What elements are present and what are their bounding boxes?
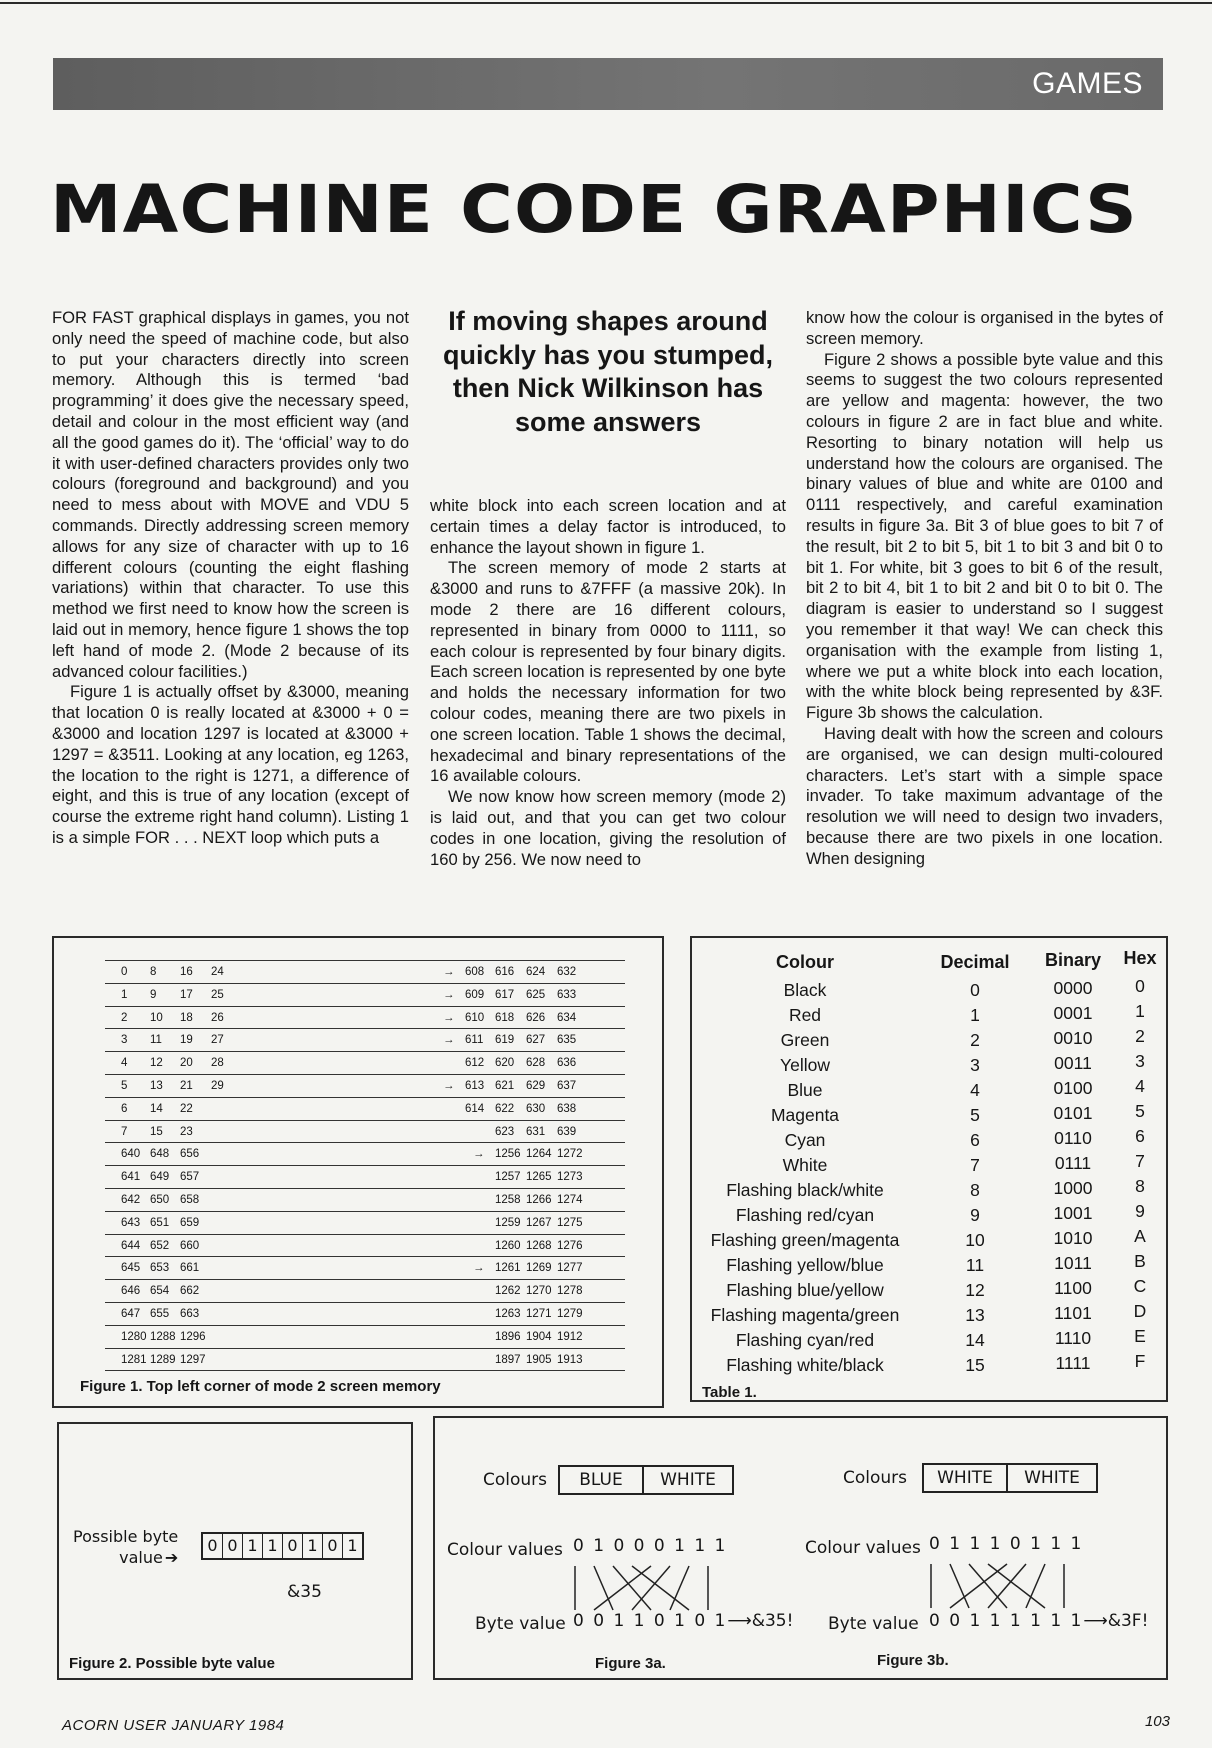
memory-cell: 29 [211,1079,224,1092]
figure-3a-caption: Figure 3a. [595,1655,666,1672]
decimal-value: 15 [965,1355,985,1375]
memory-cell: 653 [150,1262,170,1275]
table-row [692,1051,1170,1080]
hex-value: B [1134,1251,1146,1271]
memory-cell: 652 [150,1239,170,1252]
memory-cell: 654 [150,1285,170,1298]
memory-cell: 1261 [495,1262,521,1275]
hex-value: 4 [1135,1076,1145,1096]
colour-name: Magenta [770,1105,840,1125]
colours-box-3b [922,1463,1098,1493]
table-row [692,1001,1170,1030]
colour-cell: WHITE [924,1465,1008,1491]
decimal-value: 11 [965,1255,985,1275]
paragraph: Having dealt with how the screen and colours are organised, we can design multi-coloured characters. Let’s start with a simple space invader. To take maximum advantage of the resolution we will need to design two invaders, because there are two pixels in one location. When designing [806,723,1163,868]
colour-values-label: Colour values [447,1540,563,1560]
arrow-icon: → [443,1034,455,1047]
colours-box-3a [558,1465,734,1495]
memory-cell: 4 [121,1057,128,1070]
decimal-value: 12 [965,1280,985,1300]
memory-cell: 18 [180,1011,193,1024]
table-row [692,1201,1170,1230]
memory-cell: 1913 [557,1353,583,1366]
arrow-icon: ➔ [164,1548,179,1567]
table-row [692,1326,1170,1355]
memory-cell: 1904 [526,1330,552,1343]
memory-cell: 1273 [557,1171,583,1184]
memory-cell: 1278 [557,1285,583,1298]
memory-cell: 657 [180,1171,200,1184]
bit-cell: 1 [347,1536,358,1555]
byte-value-label: Byte value [828,1614,919,1634]
binary-value: 0001 [1053,1003,1093,1023]
memory-cell: 27 [211,1034,224,1047]
colour-name: Blue [787,1080,823,1100]
byte-bits: 0 0 1 1 0 1 0 1 [573,1611,728,1631]
memory-cell: 1279 [557,1307,583,1320]
hex-value: 5 [1135,1101,1145,1121]
memory-cell: 1259 [495,1216,521,1229]
memory-row [105,1007,625,1030]
memory-cell: 645 [121,1262,141,1275]
colour-name: Flashing white/black [726,1355,884,1375]
colours-label: Colours [843,1468,908,1488]
colour-name: Cyan [784,1130,826,1150]
binary-value: 1101 [1054,1303,1092,1323]
memory-row [105,1166,625,1189]
memory-cell: 1896 [495,1330,521,1343]
binary-value: 1011 [1054,1253,1092,1273]
memory-cell: 15 [150,1125,163,1138]
table-row [692,1101,1170,1130]
colour-name: Black [783,980,827,1000]
arrow-icon: → [473,1262,485,1275]
memory-cell: 24 [211,966,224,978]
memory-cell: 641 [121,1171,141,1184]
memory-cell: 1258 [495,1193,521,1206]
standfirst: If moving shapes around quickly has you stumped, then Nick Wilkinson has some answers [442,306,774,437]
memory-row [105,1189,625,1212]
table-row [692,1151,1170,1180]
memory-cell: 1280 [121,1330,147,1343]
paragraph: We now know how screen memory (mode 2) is laid out, and that you can get two colour codes in one location, giving the resolution of 160 by 256. We now need to [430,787,786,869]
memory-cell: 632 [557,966,577,978]
memory-cell: 1897 [495,1353,521,1366]
decimal-value: 1 [970,1005,980,1025]
figure-1-screen-memory [52,936,664,1408]
figure-3-bit-mapping [433,1416,1168,1680]
binary-value: 1110 [1054,1328,1092,1348]
memory-cell: 621 [495,1079,515,1092]
binary-value: 0011 [1054,1053,1092,1073]
memory-row [105,1029,625,1052]
arrow-icon: → [443,988,455,1001]
memory-row [105,1121,625,1144]
page-number: 103 [1144,1713,1170,1730]
table-1-colours [690,936,1168,1402]
table-1-caption: Table 1. [702,1384,757,1401]
binary-value: 0111 [1054,1153,1092,1173]
memory-cell: 13 [150,1079,163,1092]
memory-cell: 639 [557,1125,577,1138]
bit-cell: 1 [263,1534,283,1558]
decimal-value: 10 [965,1230,985,1250]
memory-cell: 1277 [557,1262,583,1275]
decimal-value: 7 [970,1155,980,1175]
colour-name: Yellow [780,1055,830,1075]
memory-cell: 640 [121,1148,141,1161]
memory-cell: 28 [211,1057,224,1070]
colour-name: Flashing red/cyan [735,1205,875,1225]
memory-cell: 629 [526,1079,546,1092]
table-row [692,1076,1170,1105]
memory-cell: 663 [180,1307,200,1320]
bit-mapping-arrows-3b [921,1558,1081,1618]
result-value: ⟶&35! [727,1611,794,1631]
memory-cell: 611 [465,1034,484,1047]
colour-name: Flashing green/magenta [710,1230,900,1250]
decimal-value: 0 [970,980,980,1000]
memory-row [105,960,625,984]
memory-cell: 648 [150,1148,170,1161]
memory-cell: 1269 [526,1262,552,1275]
header-decimal: Decimal [940,952,1010,972]
colour-name: Flashing cyan/red [735,1330,875,1350]
bit-cell: 0 [323,1534,343,1558]
memory-cell: 626 [526,1011,546,1024]
top-rule [0,2,1212,4]
memory-cell: 1265 [526,1171,552,1184]
memory-cell: 1271 [526,1307,552,1320]
section-label: GAMES [1032,67,1143,100]
memory-cell: 1257 [495,1171,521,1184]
figure-3b-caption: Figure 3b. [877,1652,949,1669]
binary-value: 1001 [1053,1203,1093,1223]
memory-cell: 631 [526,1125,546,1138]
hex-value: A [1134,1226,1146,1246]
article-column-2 [430,496,786,870]
memory-cell: 3 [121,1034,128,1047]
memory-cell: 609 [465,988,485,1001]
paragraph: FOR FAST graphical displays in games, you not only need the speed of machine code, but also to put your characters directly into screen memory. Although this is termed ‘bad programming’ it does give the necessary speed, detail and colour in the most efficient way (and all the good games do it). The ‘official’ way to do it with user-defined characters provides only two colours (foreground and background) and you need to mess about with MOVE and VDU 5 commands. Directly addressing screen memory allows for any size of character with up to 16 different colours (counting the eight flashing variations) within that character. To use this method we first need to know how the screen is laid out in memory, hence figure 1 shows the top left hand of mode 2. (Mode 2 because of its advanced colour facilities.) [52,308,409,681]
decimal-value: 4 [970,1080,980,1100]
memory-row [105,1280,625,1303]
decimal-value: 8 [970,1180,980,1200]
possible-byte-label [73,1526,178,1568]
memory-row [105,984,625,1007]
figure-1-caption: Figure 1. Top left corner of mode 2 screen memory [80,1378,441,1395]
memory-cell: 1 [121,988,128,1001]
memory-row [105,1235,625,1258]
memory-cell: 1264 [526,1148,552,1161]
memory-cell: 628 [526,1057,546,1070]
memory-cell: 9 [150,988,157,1001]
hex-value: C [1133,1276,1147,1296]
colours-label: Colours [483,1470,548,1490]
memory-cell: 619 [495,1034,515,1047]
memory-cell: 662 [180,1285,200,1298]
label-line [73,1547,178,1568]
memory-row [105,1075,625,1098]
memory-cell: 14 [150,1102,163,1115]
colour-values-bits: 0 1 1 1 0 1 1 1 [929,1534,1084,1554]
hex-value: 8 [1135,1176,1145,1196]
memory-cell: 656 [180,1148,200,1161]
memory-cell: 12 [150,1057,163,1070]
memory-cell: 1267 [526,1216,552,1229]
section-banner [53,58,1163,110]
paragraph: The screen memory of mode 2 starts at &3000 and runs to &7FFF (a massive 20k). In mode 2 there are 16 different colours, represented in binary from 0000 to 1111, so each colour is represented by four binary digits. Each screen location is represented by one byte and holds the necessary information for two colour codes, meaning there are two pixels in one screen location. Table 1 shows the decimal, hexadecimal and binary representations of the 16 available colours. [430,558,786,786]
memory-row [105,1143,625,1166]
decimal-value: 3 [970,1055,980,1075]
memory-cell: 1256 [495,1148,521,1161]
memory-cell: 613 [465,1079,485,1092]
colour-name: Flashing magenta/green [710,1305,900,1325]
hex-value: E [1134,1326,1146,1346]
memory-cell: 8 [150,966,157,978]
table-row [692,976,1170,1005]
byte-value-bits [573,1611,793,1631]
binary-value: 1000 [1053,1178,1093,1198]
memory-cell: 634 [557,1011,577,1024]
memory-cell: 1270 [526,1285,552,1298]
memory-cell: 661 [180,1262,200,1275]
binary-value: 1111 [1055,1353,1091,1373]
memory-cell: 26 [211,1011,224,1024]
table-row [692,1026,1170,1055]
label-text: value [119,1548,163,1567]
hex-value: &35 [287,1582,322,1602]
memory-cell: 610 [465,1011,485,1024]
memory-cell: 618 [495,1011,515,1024]
hex-value: 7 [1135,1151,1145,1171]
memory-cell: 1272 [557,1148,583,1161]
memory-cell: 1288 [150,1330,176,1343]
table-row [692,1351,1170,1380]
hex-value: 2 [1135,1026,1145,1046]
memory-cell: 23 [180,1125,193,1138]
memory-cell: 1297 [180,1353,206,1366]
byte-value-bits [929,1611,1148,1631]
memory-cell: 1289 [150,1353,176,1366]
memory-cell: 620 [495,1057,515,1070]
article-column-1 [52,308,409,849]
memory-cell: 659 [180,1216,200,1229]
memory-cell: 10 [150,1011,163,1024]
bit-cell: 0 [283,1534,303,1558]
memory-cell: 20 [180,1057,193,1070]
memory-cell: 1274 [557,1193,583,1206]
memory-cell: 5 [121,1079,128,1092]
memory-cell: 11 [150,1034,162,1047]
memory-row [105,1052,625,1075]
decimal-value: 9 [970,1205,980,1225]
memory-cell: 21 [180,1079,193,1092]
label-line: Possible byte [73,1527,179,1546]
memory-cell: 650 [150,1193,170,1206]
memory-cell: 642 [121,1193,141,1206]
memory-cell: 1281 [121,1353,147,1366]
header-hex: Hex [1123,948,1157,968]
hex-value: 1 [1135,1001,1145,1021]
memory-cell: 617 [495,988,515,1001]
article-column-3 [806,308,1163,870]
hex-value: 9 [1135,1201,1145,1221]
headline: MACHINE CODE GRAPHICS [50,171,1138,248]
memory-cell: 1275 [557,1216,583,1229]
arrow-icon: → [473,1148,485,1161]
memory-cell: 1912 [557,1330,583,1343]
paragraph: white block into each screen location and at certain times a delay factor is introduced, to enhance the layout shown in figure 1. [430,496,786,557]
header-colour: Colour [776,952,834,972]
memory-cell: 616 [495,966,515,978]
figure-2-byte-value [57,1422,413,1680]
memory-cell: 636 [557,1057,577,1070]
memory-cell: 660 [180,1239,200,1252]
memory-cell: 638 [557,1102,577,1115]
hex-value: 3 [1135,1051,1145,1071]
memory-cell: 1262 [495,1285,521,1298]
memory-cell: 608 [465,966,485,978]
memory-cell: 623 [495,1125,515,1138]
binary-value: 1010 [1053,1228,1093,1248]
figure-2-caption: Figure 2. Possible byte value [69,1655,275,1672]
binary-value: 0100 [1053,1078,1093,1098]
colour-name: Flashing blue/yellow [726,1280,884,1300]
memory-cell: 633 [557,988,577,1001]
memory-cell: 646 [121,1285,141,1298]
arrow-icon: → [443,1011,455,1024]
memory-cell: 1268 [526,1239,552,1252]
publication-footer: ACORN USER JANUARY 1984 [62,1717,285,1734]
colour-values-label: Colour values [805,1538,921,1558]
memory-cell: 1905 [526,1353,552,1366]
bit-cell: 0 [203,1534,223,1558]
memory-cell: 22 [180,1102,193,1115]
memory-cell: 0 [121,966,128,978]
decimal-value: 6 [970,1130,980,1150]
colour-values-bits: 0 1 0 0 0 1 1 1 [573,1536,728,1556]
memory-cell: 6 [121,1102,128,1115]
colour-name: Flashing yellow/blue [726,1255,884,1275]
memory-row [105,1303,625,1326]
byte-bits: 0 0 1 1 1 1 1 1 [929,1611,1084,1631]
binary-value: 0000 [1053,978,1093,998]
memory-cell: 16 [180,966,193,978]
header-binary: Binary [1044,950,1102,970]
memory-row [105,1349,625,1372]
decimal-value: 2 [970,1030,980,1050]
arrow-icon: → [443,966,455,978]
paragraph: know how the colour is organised in the bytes of screen memory. [806,308,1163,348]
colour-name: Red [788,1005,822,1025]
memory-row [105,1212,625,1235]
memory-cell: 647 [121,1307,141,1320]
table-row [692,1251,1170,1280]
memory-cell: 635 [557,1034,577,1047]
memory-cell: 614 [465,1102,485,1115]
memory-row [105,1098,625,1121]
colour-cell: WHITE [1024,1468,1080,1488]
colour-name: Green [780,1030,830,1050]
colour-cell: WHITE [660,1470,716,1490]
colour-cell: BLUE [560,1467,644,1493]
memory-cell: 7 [121,1125,128,1138]
memory-cell: 1260 [495,1239,521,1252]
memory-cell: 19 [180,1034,193,1047]
byte-value-label: Byte value [475,1614,566,1634]
colour-name: Flashing black/white [726,1180,884,1200]
bit-cell: 1 [303,1534,323,1558]
paragraph: Figure 1 is actually offset by &3000, meaning that location 0 is really located at &3000 + 0 = &3000 and location 1297 is located at &3000 + 1297 = &3511. Looking at any location, eg 1263, the location to the right is 1271, a difference of eight, and this is true of any location (except of course the extreme right hand column). Listing 1 is a simple FOR . . . NEXT loop which puts a [52,682,409,847]
memory-cell: 637 [557,1079,577,1092]
bit-cell: 0 [223,1534,243,1558]
result-value: ⟶&3F! [1083,1611,1149,1631]
memory-cell: 612 [465,1057,485,1070]
bit-cell: 1 [243,1534,263,1558]
paragraph: Figure 2 shows a possible byte value and this seems to suggest the two colours represented are yellow and magenta: however, the two colours in figure 2 are in fact blue and white. Resorting to binary notation will help us understand how the colours are organised. The binary values of blue and white are 0100 and 0111 respectively, and careful examination results in figure 3a. Bit 3 of blue goes to bit 7 of the result, bit 2 to bit 5, bit 1 to bit 3 and bit 0 to bit 1. For white, bit 3 goes to bit 6 of the result, bit 2 to bit 4, bit 1 to bit 2 and bit 0 to bit 0. The diagram is easier to understand so I suggest you remember it that way! We can check this organisation with the example from listing 1, where we put a white block into each location, with the white block being represented by &3F. Figure 3b shows the calculation. [806,349,1163,723]
binary-value: 0010 [1053,1028,1093,1048]
memory-row [105,1326,625,1349]
memory-cell: 1296 [180,1330,206,1343]
table-row [692,1301,1170,1330]
table-row [692,1276,1170,1305]
bit-boxes [201,1532,364,1560]
table-row [692,1226,1170,1255]
binary-value: 1100 [1054,1278,1092,1298]
memory-cell: 622 [495,1102,515,1115]
decimal-value: 5 [970,1105,980,1125]
arrow-icon: → [443,1079,455,1092]
hex-value: F [1134,1351,1146,1371]
binary-value: 0101 [1053,1103,1093,1123]
memory-cell: 1276 [557,1239,583,1252]
memory-cell: 2 [121,1011,128,1024]
memory-cell: 658 [180,1193,200,1206]
hex-value: 6 [1135,1126,1145,1146]
memory-cell: 25 [211,988,224,1001]
table-row [692,1176,1170,1205]
memory-cell: 624 [526,966,546,978]
memory-cell: 17 [180,988,193,1001]
table-header [692,948,1170,977]
memory-cell: 644 [121,1239,141,1252]
memory-cell: 649 [150,1171,170,1184]
hex-value: 0 [1135,976,1145,996]
memory-cell: 625 [526,988,546,1001]
memory-cell: 627 [526,1034,546,1047]
memory-grid [105,960,625,1371]
memory-cell: 630 [526,1102,546,1115]
memory-cell: 1266 [526,1193,552,1206]
memory-cell: 651 [150,1216,170,1229]
memory-cell: 643 [121,1216,141,1229]
decimal-value: 14 [965,1330,985,1350]
binary-value: 0110 [1054,1128,1092,1148]
memory-cell: 1263 [495,1307,521,1320]
memory-cell: 655 [150,1307,170,1320]
hex-value: D [1133,1301,1147,1321]
colour-name: White [782,1155,828,1175]
table-row [692,1126,1170,1155]
decimal-value: 13 [965,1305,985,1325]
memory-row [105,1257,625,1280]
